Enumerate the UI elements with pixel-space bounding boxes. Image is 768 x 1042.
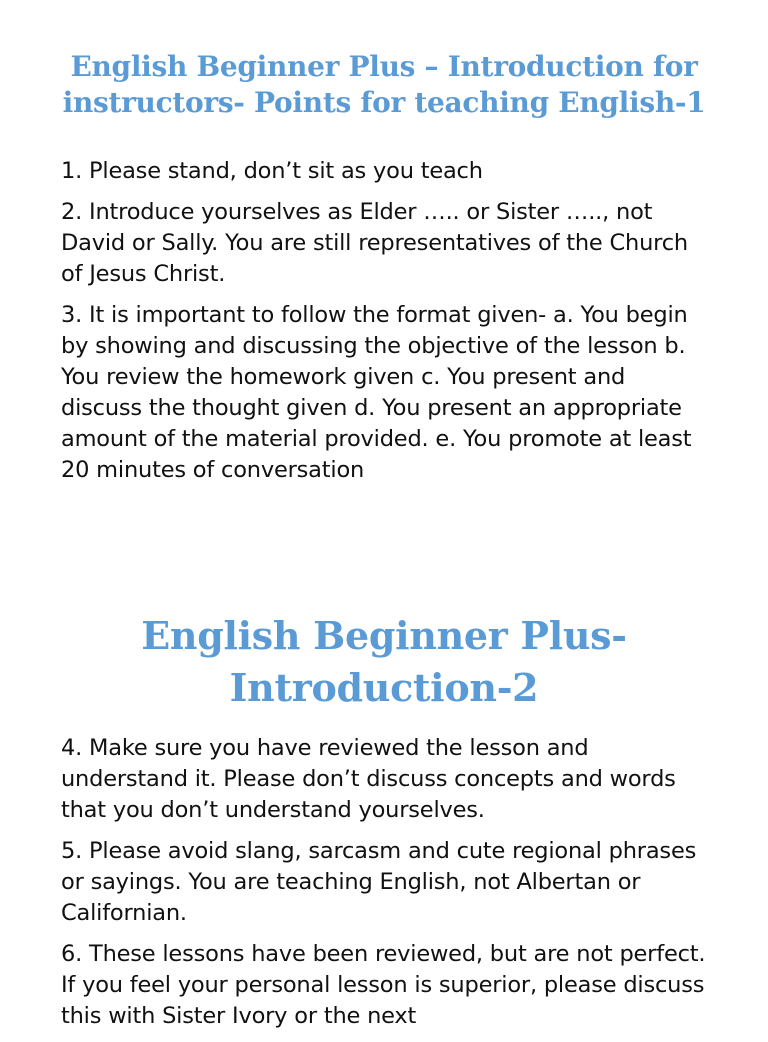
slide-1-point-1: 1. Please stand, don’t sit as you teach bbox=[61, 158, 483, 184]
slide-2-point-5: 5. Please avoid slang, sarcasm and cute regional phrases or sayings. You are teaching English, not Albertan or Californian. bbox=[61, 838, 697, 926]
slide-1-point-2: 2. Introduce yourselves as Elder ….. or Sister ….., not David or Sally. You are still representatives of the Church of Jesus Christ. bbox=[61, 199, 688, 287]
slide-1-title: English Beginner Plus – Introduction for instructors- Points for teaching English-1 bbox=[62, 50, 706, 119]
slide-1-point-3: 3. It is important to follow the format given- a. You begin by showing and discussing the objective of the lesson b. You review the homework given c. You present and discuss the thought given d. You present an appropriate amount of the material provided. e. You promote at least 20 minutes of conversation bbox=[61, 302, 692, 483]
slide-1-points-list bbox=[61, 156, 711, 496]
slide-2-point-6: 6. These lessons have been reviewed, but are not perfect. If you feel your personal lesson is superior, please discuss this with Sister Ivory or the next bbox=[61, 941, 706, 1029]
slide-2-title: English Beginner Plus- Introduction-2 bbox=[141, 613, 627, 710]
slide-2-point-4: 4. Make sure you have reviewed the lesson and understand it. Please don’t discuss concepts and words that you don’t understand yourselves. bbox=[61, 735, 676, 823]
slide-2 bbox=[0, 600, 768, 1029]
slide-2-points-list bbox=[61, 733, 711, 1042]
